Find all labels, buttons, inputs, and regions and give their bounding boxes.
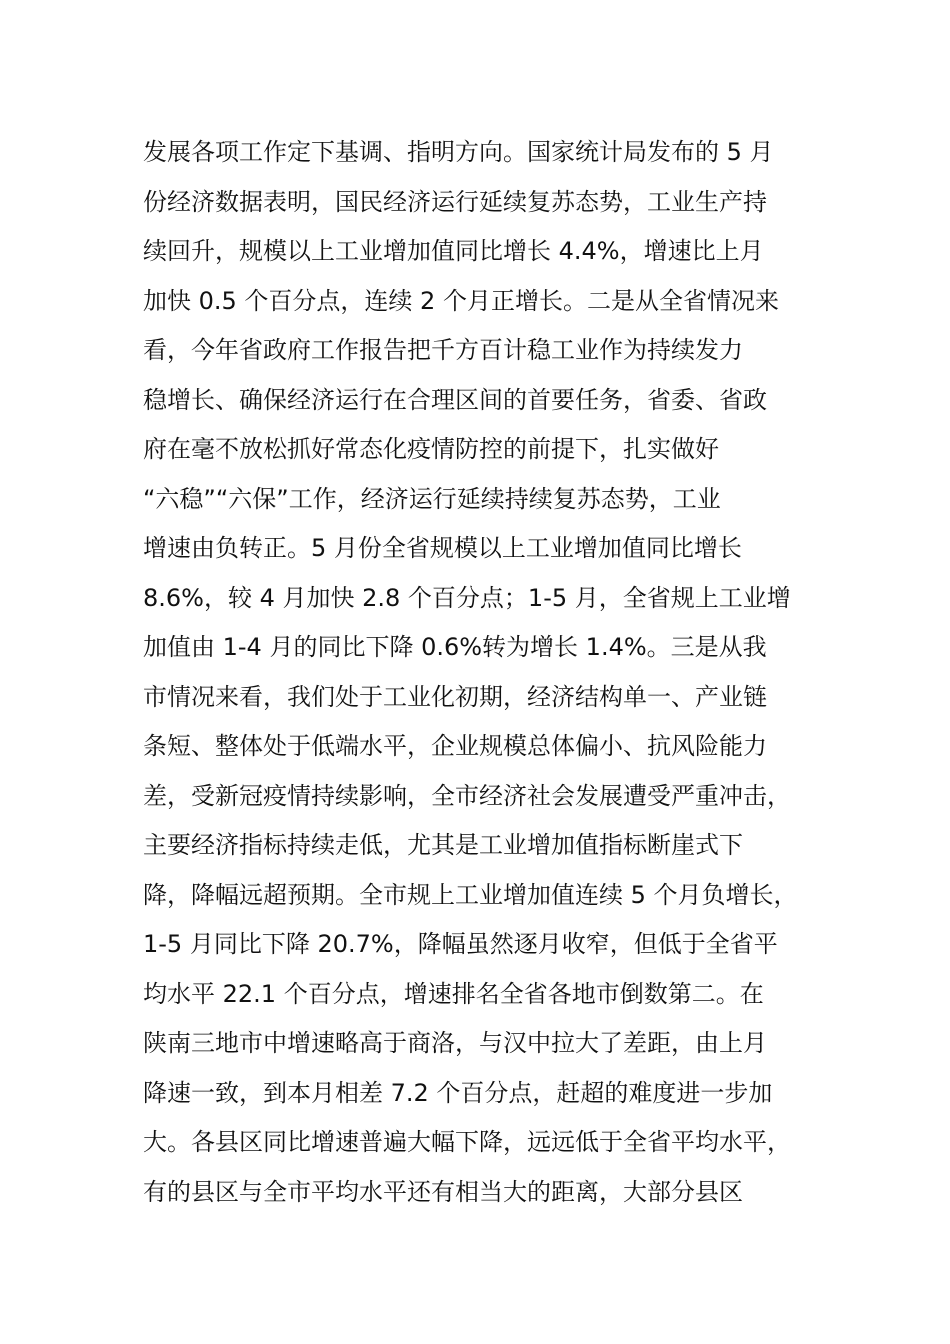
text-line-15: 主要经济指标持续走低，尤其是工业增加值指标断崖式下 [143, 831, 743, 859]
text-line-12: 市情况来看，我们处于工业化初期，经济结构单一、产业链 [143, 682, 767, 711]
text-line-6: 稳增长、确保经济运行在合理区间的首要任务，省委、省政 [143, 385, 767, 414]
text-line-17: 1-5 月同比下降 20.7%，降幅虽然逐月收窄，但低于全省平 [143, 930, 778, 958]
text-line-19: 陕南三地市中增速略高于商洛，与汉中拉大了差距，由上月 [143, 1029, 767, 1057]
text-line-21: 大。各县区同比增速普遍大幅下降，远远低于全省平均水平， [143, 1128, 791, 1156]
text-line-3: 续回升，规模以上工业增加值同比增长 4.4%，增速比上月 [143, 237, 764, 265]
text-line-8: “六稳”“六保”工作，经济运行延续持续复苏态势，工业 [143, 484, 721, 513]
body-paragraph [143, 128, 813, 1217]
text-line-11: 加值由 1-4 月的同比下降 0.6%转为增长 1.4%。三是从我 [143, 633, 767, 661]
text-line-10: 8.6%，较 4 月加快 2.8 个百分点；1-5 月，全省规上工业增 [143, 583, 791, 612]
text-line-2: 份经济数据表明，国民经济运行延续复苏态势，工业生产持 [143, 187, 767, 216]
text-line-18: 均水平 22.1 个百分点，增速排名全省各地市倒数第二。在 [143, 979, 764, 1008]
text-line-1: 发展各项工作定下基调、指明方向。国家统计局发布的 5 月 [143, 138, 774, 166]
text-line-22: 有的县区与全市平均水平还有相当大的距离，大部分县区 [143, 1177, 743, 1206]
text-line-7: 府在毫不放松抓好常态化疫情防控的前提下，扎实做好 [143, 435, 719, 463]
text-line-4: 加快 0.5 个百分点，连续 2 个月正增长。二是从全省情况来 [143, 286, 779, 315]
text-line-13: 条短、整体处于低端水平，企业规模总体偏小、抗风险能力 [143, 732, 767, 760]
text-line-16: 降，降幅远超预期。全市规上工业增加值连续 5 个月负增长， [143, 880, 798, 909]
text-line-9: 增速由负转正。5 月份全省规模以上工业增加值同比增长 [143, 534, 742, 562]
text-line-14: 差，受新冠疫情持续影响，全市经济社会发展遭受严重冲击， [143, 781, 791, 810]
text-line-20: 降速一致，到本月相差 7.2 个百分点，赶超的难度进一步加 [143, 1078, 773, 1107]
text-line-5: 看，今年省政府工作报告把千方百计稳工业作为持续发力 [143, 336, 743, 364]
